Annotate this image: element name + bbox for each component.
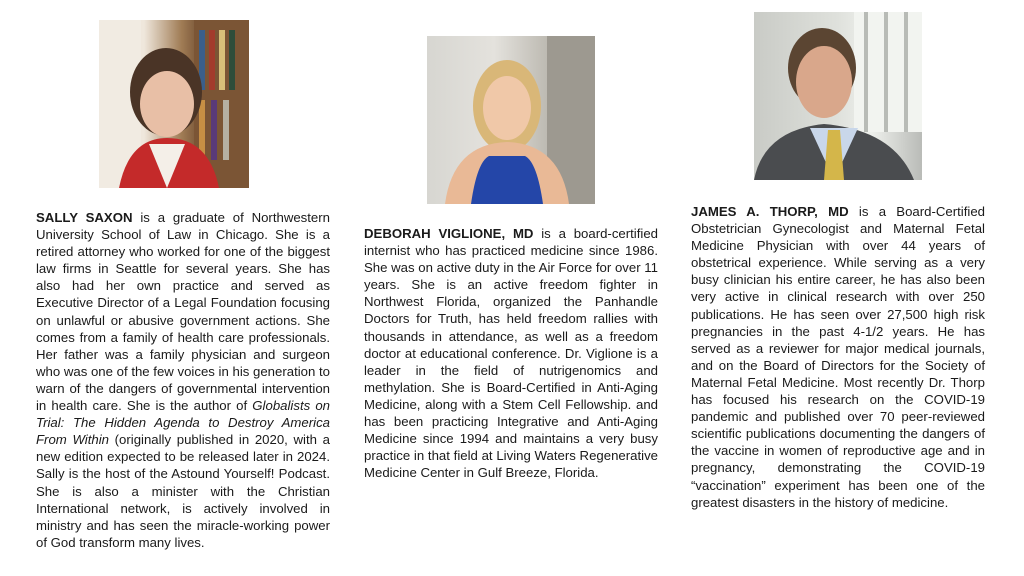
deborah-viglione-name: DEBORAH VIGLIONE, MD [364,226,534,241]
james-thorp-portrait [754,12,922,180]
james-thorp-photo [754,12,922,180]
sally-saxon-bio-text-continued: (originally published in 2020, with a new edition expected to be released later in 2024. Sally is the host of the Astound Yourself! Podcast. She is also a minister with the Christian International network, is actively involved in ministry and has seen the miracle-working power of God transform many lives. [36,432,330,550]
deborah-viglione-bio-text: is a board-certified internist who has practiced medicine since 1986. She was on active duty in the Air Force for over 11 years. She is an active freedom fighter in Northwest Florida, organized the Panhandle Doctors for Truth, has held freedom rallies with thousands in attendance, as well as a freedom doctor at educational conference. Dr. Viglione is a leader in the field of nutrigenomics and methylation. She is Board-Certified in Anti-Aging Medicine, along with a Stem Cell Fellowship. and has been practicing Integrative and Anti-Aging Medicine since 1994 and maintains a very busy practice in that field at Living Waters Regenerative Medicine Center in Gulf Breeze, Florida. [364,226,658,481]
deborah-viglione-bio [364,225,658,481]
deborah-viglione-photo [427,36,595,204]
sally-saxon-bio [36,209,330,551]
james-thorp-name: JAMES A. THORP, MD [691,204,849,219]
sally-saxon-book-title: Globalists on Trial: The Hidden Agenda to Destroy America From Within [36,398,330,448]
sally-saxon-name: SALLY SAXON [36,210,133,225]
deborah-viglione-portrait [427,36,595,204]
james-thorp-bio [691,203,985,511]
sally-saxon-portrait [99,20,249,188]
sally-saxon-bio-text: is a graduate of Northwestern University School of Law in Chicago. She is a retired attorney who worked for one of the biggest law firms in Seattle for several years. She has also had her own practice and served as Executive Director of a Legal Foundation focusing on unlawful or abusive government actions. She comes from a family of health care professionals. Her father was a family physician and surgeon who was one of the few voices in his generation to warn of the dangers of governmental intervention in health care. She is the author of [36,210,330,414]
james-thorp-bio-text: is a Board-Certified Obstetrician Gynecologist and Maternal Fetal Medicine Physician with over 44 years of obstetrical experience. While serving as a very busy clinician his entire career, he has also been very active in clinical research with over 250 publications. He has seen over 27,500 high risk pregnancies in the past 4-1/2 years. He has served as a reviewer for major medical journals, and on the Board of Directors for the Society of Maternal Fetal Medicine. Most recently Dr. Thorp has focused his research on the COVID-19 pandemic and published over 70 peer-reviewed scientific publications documenting the dangers of the vaccine in women of reproductive age and in pregnancy, demonstrating the COVID-19 “vaccination” experiment has been one of the greatest disasters in the history of medicine. [691,204,985,510]
sally-saxon-photo [99,20,249,188]
